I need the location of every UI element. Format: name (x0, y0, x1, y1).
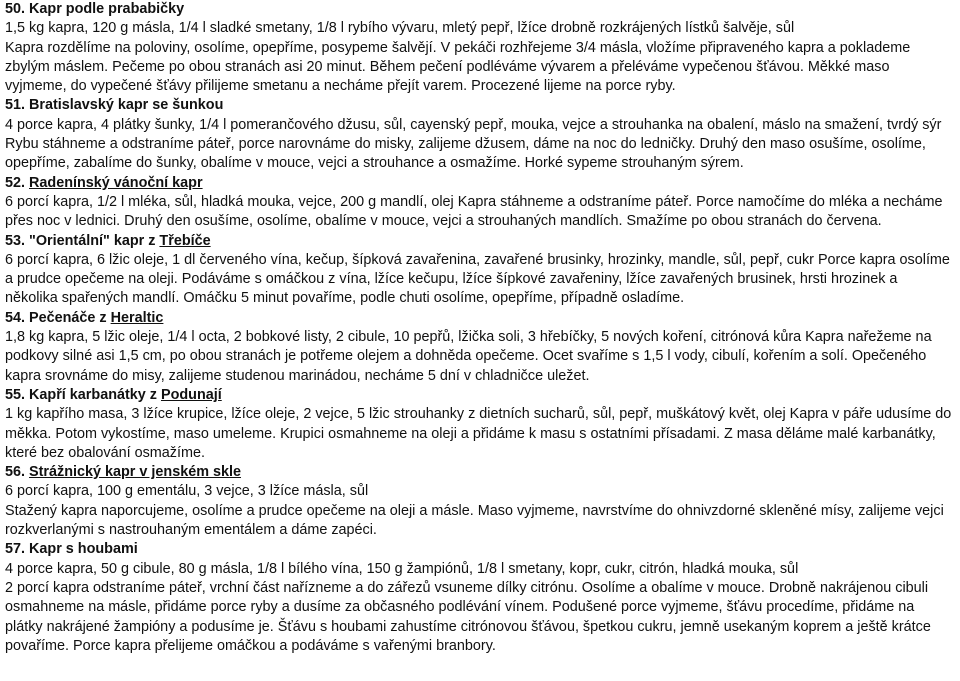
recipe-title: 50. Kapr podle prababičky (5, 1, 185, 17)
recipe-56 (5, 463, 954, 540)
recipe-title: 56. Strážnický kapr v jenském skle (5, 464, 242, 481)
recipe-51 (5, 96, 954, 173)
recipe-title: 54. Pečenáče z Heraltic (5, 309, 164, 326)
recipe-body (5, 405, 954, 463)
recipe-ingredients: 1 kg kapřího masa, 3 lžíce krupice, lžíce oleje, 2 vejce, 5 lžic strouhanky z dietních sucharů, sůl, pepř, muškátový květ, olej (5, 406, 786, 423)
recipe-body (5, 328, 954, 386)
recipe-title: 53. "Orientální" kapr z Třebíče (5, 232, 211, 249)
recipe-title: 52. Radenínský vánoční kapr (5, 174, 203, 191)
recipe-method: Kapra stáhneme a odstraníme páteř. Porce namočíme do mléka a necháme přes noc v lednici. Druhý den osušíme, osolíme, obalíme v mouce, vejci a strouhaných mandlích. Smažíme po obou stranách do červena. (5, 193, 943, 230)
recipe-method: Stažený kapra naporcujeme, osolíme a prudce opečeme na oleji a másle. Maso vyjmeme, navrstvíme do ohnivzdorné skleněné mísy, zalijeme vejci rozkverlanými s nastrouhaným ementálem a dáme zapéci. (5, 502, 944, 539)
recipe-title: 57. Kapr s houbami (5, 541, 138, 558)
recipe-55 (5, 386, 954, 463)
recipe-50 (5, 0, 954, 96)
recipe-ingredients: 6 porcí kapra, 1/2 l mléka, sůl, hladká mouka, vejce, 200 g mandlí, olej (5, 193, 454, 210)
recipe-ingredients: 4 porce kapra, 4 plátky šunky, 1/4 l pomerančového džusu, sůl, cayenský pepř, mouka, vejce a strouhanka na obalení, máslo na smažení, tvrdý sýr (5, 116, 942, 133)
recipe-method: Porce kapra osolíme a prudce opečeme na oleji. Podáváme s omáčkou z vína, lžíce kečupu, lžíce šípkové zavařeniny, lžíce zavařených brusinek, hrsti hrozinek a několika spařených mandlí. Omáčku 5 minut povaříme, podle chuti osolíme, opepříme, případně osladíme. (5, 251, 950, 307)
recipe-ingredients: 1,8 kg kapra, 5 lžic oleje, 1/4 l octa, 2 bobkové listy, 2 cibule, 10 pepřů, lžička soli, 3 hřebíčky, 5 nových koření, citrónová kůra (5, 329, 802, 346)
recipe-method: Kapra nařežeme na podkovy silné asi 1,5 cm, po obou stranách je potřeme olejem a dohněda opečeme. Ocet svaříme s 1,5 l vody, cibulí, kořením a solí. Opečeného kapra srovnáme do misy, zalijeme studenou marinádou, necháme 5 dní v chladničce uležet. (5, 329, 932, 384)
recipe-method: Kapra rozdělíme na poloviny, osolíme, opepříme, posypeme šalvějí. V pekáči rozhřejeme 3/4 másla, vložíme připraveného kapra a poklademe zbylým máslem. Pečeme po obou stranách asi 20 minut. Během pečení podléváme vývarem a přeléváme vypečenou šťávou. Měkké maso vyjmeme, do vypečené šťávy přilijeme smetanu a necháme přejít varem. Procezené lijeme na porce ryby. (5, 39, 911, 95)
recipe-57 (5, 540, 954, 656)
recipe-method: Kapra v páře udusíme do měkka. Potom vykostíme, maso umeleme. Krupici osmahneme na oleji a přidáme k masu s ostatními přísadami. Z masa děláme malé karbanátky, které bez obalování osmažíme. (5, 406, 952, 461)
recipe-title: 51. Bratislavský kapr se šunkou (5, 97, 224, 114)
recipe-method: Rybu stáhneme a odstraníme páteř, porce narovnáme do misky, zalijeme džusem, dáme na noc do ledničky. Druhý den maso osušíme, osolíme, opepříme, zabalíme do šunky, obalíme v mouce, vejci a strouhance a osmažíme. Horké sypeme strouhaným sýrem. (5, 136, 926, 172)
recipe-method: 2 porcí kapra odstraníme páteř, vrchní část nařízneme a do zářezů vsuneme dílky citrónu. Osolíme a obalíme v mouce. Drobně nakrájenou cibuli osmahneme na másle, přidáme porce ryby a dusíme za občasného podlévání vínem. Podušené porce vyjmeme, šťávu procedíme, přidáme na plátky nakrájené žampióny a podusíme je. Šťávu s houbami zahustíme citrónovou šťávou, špetkou cukru, jemně usekaným koprem a ještě krátce povaříme. Porce kapra přelijeme omáčkou a podáváme s vařenými branbory. (5, 579, 931, 654)
recipe-ingredients: 6 porcí kapra, 100 g ementálu, 3 vejce, 3 lžíce másla, sůl (5, 483, 369, 500)
recipe-body (5, 251, 954, 309)
recipe-ingredients: 1,5 kg kapra, 120 g másla, 1/4 l sladké smetany, 1/8 l rybího vývaru, mletý pepř, lžíce drobně rozkrájených lístků šalvěje, sůl (5, 20, 795, 37)
recipe-title: 55. Kapří karbanátky z Podunají (5, 386, 222, 403)
recipe-52 (5, 174, 954, 232)
recipe-ingredients: 4 porce kapra, 50 g cibule, 80 g másla, 1/8 l bílého vína, 150 g žampiónů, 1/8 l smetany, kopr, cukr, citrón, hladká mouka, sůl (5, 560, 799, 577)
recipe-ingredients: 6 porcí kapra, 6 lžic oleje, 1 dl červeného vína, kečup, šípková zavařenina, zavařené brusinky, hrozinky, mandle, sůl, pepř, cukr (5, 251, 814, 268)
recipe-body (5, 193, 954, 232)
recipe-54 (5, 309, 954, 386)
recipe-53 (5, 232, 954, 309)
